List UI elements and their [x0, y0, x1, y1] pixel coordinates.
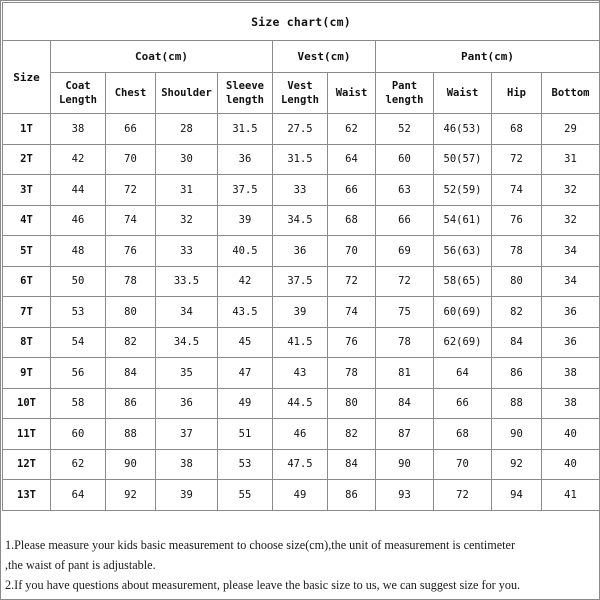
note-line-3: 2.If you have questions about measurement, please leave the basic size to us, we can suggest size for you.: [5, 578, 521, 592]
coat-length-cell: 38: [51, 114, 106, 145]
shoulder-cell: 34: [156, 297, 218, 328]
table-row: [3, 114, 600, 145]
hip-cell: 92: [492, 449, 542, 480]
pant-waist-cell: 68: [434, 419, 492, 450]
pant-waist-header: Waist: [434, 73, 492, 114]
hip-cell: 80: [492, 266, 542, 297]
sleeve-length-cell: 40.5: [218, 236, 273, 267]
table-row: [3, 419, 600, 450]
chest-cell: 66: [106, 114, 156, 145]
size-cell: 7T: [3, 297, 51, 328]
pant-length-cell: 72: [376, 266, 434, 297]
chest-cell: 72: [106, 175, 156, 206]
vest-waist-cell: 70: [328, 236, 376, 267]
shoulder-cell: 32: [156, 205, 218, 236]
shoulder-cell: 39: [156, 480, 218, 511]
coat-length-cell: 64: [51, 480, 106, 511]
chest-cell: 84: [106, 358, 156, 389]
chest-cell: 70: [106, 144, 156, 175]
coat-length-cell: 60: [51, 419, 106, 450]
pant-length-cell: 52: [376, 114, 434, 145]
vest-waist-cell: 82: [328, 419, 376, 450]
pant-length-cell: 63: [376, 175, 434, 206]
size-cell: 3T: [3, 175, 51, 206]
pant-waist-cell: 46(53): [434, 114, 492, 145]
sleeve-length-cell: 45: [218, 327, 273, 358]
pant-length-cell: 75: [376, 297, 434, 328]
size-cell: 4T: [3, 205, 51, 236]
chest-cell: 86: [106, 388, 156, 419]
vest-length-cell: 31.5: [273, 144, 328, 175]
coat-length-header: Coat Length: [51, 73, 106, 114]
hip-cell: 86: [492, 358, 542, 389]
vest-length-cell: 43: [273, 358, 328, 389]
bottom-cell: 29: [542, 114, 600, 145]
pant-length-cell: 78: [376, 327, 434, 358]
shoulder-cell: 28: [156, 114, 218, 145]
note-line-1: 1.Please measure your kids basic measurement to choose size(cm),the unit of measurement is centimeter: [5, 538, 516, 552]
shoulder-header: Shoulder: [156, 73, 218, 114]
sleeve-length-cell: 51: [218, 419, 273, 450]
bottom-cell: 36: [542, 327, 600, 358]
coat-length-cell: 50: [51, 266, 106, 297]
hip-cell: 78: [492, 236, 542, 267]
hip-cell: 82: [492, 297, 542, 328]
bottom-cell: 34: [542, 236, 600, 267]
size-cell: 11T: [3, 419, 51, 450]
pant-length-cell: 84: [376, 388, 434, 419]
pant-length-cell: 66: [376, 205, 434, 236]
vest-waist-cell: 74: [328, 297, 376, 328]
size-cell: 13T: [3, 480, 51, 511]
vest-length-cell: 33: [273, 175, 328, 206]
vest-waist-cell: 68: [328, 205, 376, 236]
pant-waist-cell: 58(65): [434, 266, 492, 297]
size-cell: 9T: [3, 358, 51, 389]
hip-cell: 84: [492, 327, 542, 358]
vest-waist-cell: 66: [328, 175, 376, 206]
size-cell: 6T: [3, 266, 51, 297]
pant-length-cell: 69: [376, 236, 434, 267]
shoulder-cell: 33: [156, 236, 218, 267]
hip-cell: 74: [492, 175, 542, 206]
size-column-header: Size: [3, 41, 51, 114]
bottom-cell: 36: [542, 297, 600, 328]
vest-length-cell: 47.5: [273, 449, 328, 480]
pant-waist-cell: 70: [434, 449, 492, 480]
coat-length-cell: 54: [51, 327, 106, 358]
sleeve-length-cell: 53: [218, 449, 273, 480]
coat-length-cell: 48: [51, 236, 106, 267]
coat-length-cell: 56: [51, 358, 106, 389]
sleeve-length-cell: 36: [218, 144, 273, 175]
sleeve-length-cell: 55: [218, 480, 273, 511]
vest-waist-header: Waist: [328, 73, 376, 114]
pant-waist-cell: 66: [434, 388, 492, 419]
hip-header: Hip: [492, 73, 542, 114]
vest-length-cell: 27.5: [273, 114, 328, 145]
coat-length-cell: 58: [51, 388, 106, 419]
pant-waist-cell: 50(57): [434, 144, 492, 175]
table-row: [3, 358, 600, 389]
measurement-notes: [5, 535, 599, 595]
table-row: [3, 266, 600, 297]
pant-length-header: Pant length: [376, 73, 434, 114]
vest-waist-cell: 72: [328, 266, 376, 297]
coat-length-cell: 53: [51, 297, 106, 328]
pant-waist-cell: 56(63): [434, 236, 492, 267]
hip-cell: 90: [492, 419, 542, 450]
size-cell: 5T: [3, 236, 51, 267]
chest-cell: 80: [106, 297, 156, 328]
table-row: [3, 144, 600, 175]
size-cell: 2T: [3, 144, 51, 175]
shoulder-cell: 31: [156, 175, 218, 206]
hip-cell: 88: [492, 388, 542, 419]
coat-length-cell: 62: [51, 449, 106, 480]
sleeve-length-cell: 37.5: [218, 175, 273, 206]
vest-group-header: Vest(cm): [273, 41, 376, 73]
pant-waist-cell: 60(69): [434, 297, 492, 328]
shoulder-cell: 33.5: [156, 266, 218, 297]
vest-length-cell: 36: [273, 236, 328, 267]
bottom-cell: 41: [542, 480, 600, 511]
bottom-cell: 31: [542, 144, 600, 175]
pant-length-cell: 81: [376, 358, 434, 389]
table-row: [3, 388, 600, 419]
shoulder-cell: 34.5: [156, 327, 218, 358]
pant-group-header: Pant(cm): [376, 41, 600, 73]
vest-length-cell: 44.5: [273, 388, 328, 419]
vest-waist-cell: 64: [328, 144, 376, 175]
vest-waist-cell: 78: [328, 358, 376, 389]
sleeve-length-cell: 42: [218, 266, 273, 297]
table-row: [3, 449, 600, 480]
hip-cell: 76: [492, 205, 542, 236]
chart-title: Size chart(cm): [3, 3, 600, 41]
vest-length-cell: 34.5: [273, 205, 328, 236]
vest-waist-cell: 80: [328, 388, 376, 419]
chest-cell: 88: [106, 419, 156, 450]
vest-length-cell: 49: [273, 480, 328, 511]
table-row: [3, 327, 600, 358]
vest-length-cell: 39: [273, 297, 328, 328]
bottom-cell: 40: [542, 449, 600, 480]
shoulder-cell: 30: [156, 144, 218, 175]
hip-cell: 94: [492, 480, 542, 511]
pant-waist-cell: 72: [434, 480, 492, 511]
table-row: [3, 236, 600, 267]
chest-cell: 74: [106, 205, 156, 236]
chest-cell: 82: [106, 327, 156, 358]
bottom-header: Bottom: [542, 73, 600, 114]
bottom-cell: 32: [542, 205, 600, 236]
sleeve-length-cell: 31.5: [218, 114, 273, 145]
table-row: [3, 480, 600, 511]
pant-waist-cell: 62(69): [434, 327, 492, 358]
shoulder-cell: 38: [156, 449, 218, 480]
pant-length-cell: 93: [376, 480, 434, 511]
vest-waist-cell: 84: [328, 449, 376, 480]
size-cell: 12T: [3, 449, 51, 480]
shoulder-cell: 36: [156, 388, 218, 419]
vest-length-cell: 46: [273, 419, 328, 450]
chest-header: Chest: [106, 73, 156, 114]
vest-waist-cell: 76: [328, 327, 376, 358]
size-cell: 1T: [3, 114, 51, 145]
hip-cell: 72: [492, 144, 542, 175]
shoulder-cell: 37: [156, 419, 218, 450]
sleeve-length-cell: 39: [218, 205, 273, 236]
bottom-cell: 32: [542, 175, 600, 206]
bottom-cell: 34: [542, 266, 600, 297]
note-line-2: ,the waist of pant is adjustable.: [5, 558, 156, 572]
size-chart-table: [2, 2, 600, 511]
vest-length-cell: 41.5: [273, 327, 328, 358]
sleeve-length-cell: 43.5: [218, 297, 273, 328]
chest-cell: 92: [106, 480, 156, 511]
chest-cell: 90: [106, 449, 156, 480]
coat-group-header: Coat(cm): [51, 41, 273, 73]
size-rows: [3, 114, 600, 511]
sleeve-length-header: Sleeve length: [218, 73, 273, 114]
table-row: [3, 175, 600, 206]
pant-length-cell: 90: [376, 449, 434, 480]
vest-length-cell: 37.5: [273, 266, 328, 297]
bottom-cell: 38: [542, 388, 600, 419]
chest-cell: 78: [106, 266, 156, 297]
coat-length-cell: 46: [51, 205, 106, 236]
vest-waist-cell: 86: [328, 480, 376, 511]
pant-length-cell: 60: [376, 144, 434, 175]
pant-waist-cell: 64: [434, 358, 492, 389]
coat-length-cell: 42: [51, 144, 106, 175]
pant-waist-cell: 52(59): [434, 175, 492, 206]
shoulder-cell: 35: [156, 358, 218, 389]
table-row: [3, 205, 600, 236]
vest-length-header: Vest Length: [273, 73, 328, 114]
chest-cell: 76: [106, 236, 156, 267]
pant-waist-cell: 54(61): [434, 205, 492, 236]
hip-cell: 68: [492, 114, 542, 145]
bottom-cell: 40: [542, 419, 600, 450]
pant-length-cell: 87: [376, 419, 434, 450]
sleeve-length-cell: 49: [218, 388, 273, 419]
coat-length-cell: 44: [51, 175, 106, 206]
table-row: [3, 297, 600, 328]
size-cell: 8T: [3, 327, 51, 358]
bottom-cell: 38: [542, 358, 600, 389]
vest-waist-cell: 62: [328, 114, 376, 145]
size-cell: 10T: [3, 388, 51, 419]
sleeve-length-cell: 47: [218, 358, 273, 389]
